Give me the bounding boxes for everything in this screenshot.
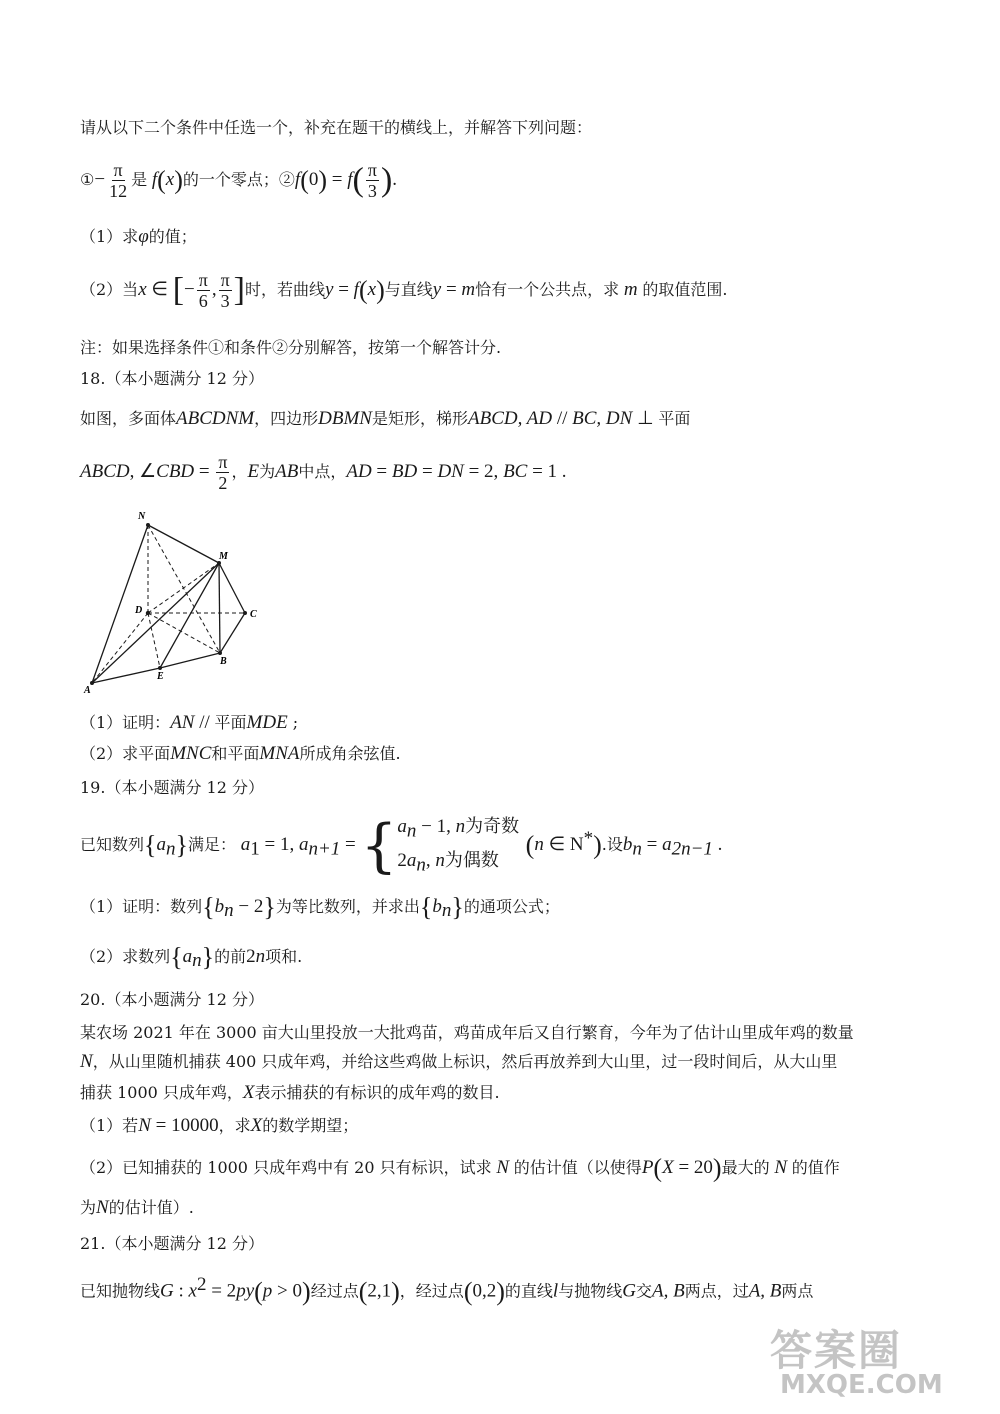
p17-intro: 请从以下二个条件中任选一个，补充在题干的横线上，并解答下列问题： <box>80 118 593 137</box>
p18-statement-line-1: 如图，多面体ABCDNM，四边形DBMN是矩形，梯形ABCD, AD // BC, DN ⊥ 平面 <box>80 408 691 429</box>
p18-statement-line-2: ABCD, ∠CBD = $\frac{\pi}{2}$ ，E为AB中点，AD = BD = DN = 2, BC = 1 . <box>80 452 567 493</box>
polyhedron-figure <box>80 505 270 700</box>
vertex-label-N: N <box>138 511 146 522</box>
vertex-label-B: B <box>220 656 227 667</box>
watermark-logo: 答案圈 <box>770 1326 903 1375</box>
p19-statement: 已知数列$\{a_n\}$满足： $a_1 = 1$, $a_{n+1}$ = { $a_n - 1$, n为奇数 $2a_n$, n为偶数 (n ∈ N*).设$b_n = a_{2n-1}$ . <box>80 811 723 880</box>
p17-question-1: （1）求φ的值； <box>80 226 197 247</box>
watermark-site: MXQE.COM <box>780 1370 943 1400</box>
edge-ME <box>160 563 219 668</box>
piecewise-cases: $a_n - 1$, n为奇数 $2a_n$, n为偶数 <box>397 816 520 876</box>
fraction: $\frac{\pi}{3}$ <box>367 160 377 201</box>
p20-line-3: 捕获 1000 只成年鸡，X表示捕获的有标识的成年鸡的数目. <box>80 1082 500 1103</box>
edge-BC <box>220 613 245 653</box>
edge-NA <box>92 525 148 683</box>
p18-question-2: （2）求平面MNC和平面MNA所成角余弦值. <box>80 743 401 764</box>
condition-1-marker: ① <box>80 170 95 189</box>
p20-question-2-cont: 为N的估计值）. <box>80 1197 194 1218</box>
edge-MC <box>219 563 245 613</box>
p18-question-1: （1）证明：AN // 平面MDE ; <box>80 712 299 733</box>
p17-conditions: ①− $\frac{\pi}{12}$ 是 f(x)的一个零点；②f(0) = f( $\frac{\pi}{3}$ ). <box>80 160 398 201</box>
p18-header: 18.（本小题满分 12 分） <box>80 369 264 388</box>
p20-question-2: （2）已知捕获的 1000 只成年鸡中有 20 只有标识，试求 N 的估计值（以使得P(X = 20)最大的 N 的值作 <box>80 1153 840 1183</box>
p20-header: 20.（本小题满分 12 分） <box>80 990 264 1009</box>
fraction: $\frac{\pi}{12}$ <box>109 160 128 201</box>
p19-question-1: （1）证明：数列$\{b_n - 2\}$为等比数列，并求出$\{b_n\}$的通项公式； <box>80 892 560 922</box>
edge-MB <box>219 563 220 653</box>
vertex-label-C: C <box>250 609 257 620</box>
p20-line-2: N，从山里随机捕获 400 只成年鸡，并给这些鸡做上标识，然后再放养到大山里，过一段时间后，从大山里 <box>80 1051 838 1072</box>
fraction: $\frac{\pi}{6}$ <box>198 270 208 311</box>
fraction: $\frac{\pi}{2}$ <box>218 452 228 493</box>
p19-header: 19.（本小题满分 12 分） <box>80 778 264 797</box>
p21-header: 21.（本小题满分 12 分） <box>80 1234 264 1253</box>
p17-note: 注：如果选择条件①和条件②分别解答，按第一个解答计分. <box>80 338 502 357</box>
edge-MA <box>92 563 219 683</box>
p19-question-2: （2）求数列$\{a_n\}$的前2n项和. <box>80 942 303 972</box>
edge-EB <box>160 653 220 668</box>
p17-question-2: （2）当x ∈ [− $\frac{\pi}{6}$ , $\frac{\pi}{3}$ ]时，若曲线y = f(x)与直线y = m恰有一个公共点，求 m 的取值范围. <box>80 270 728 311</box>
vertex-label-M: M <box>219 551 228 562</box>
vertex-label-D: D <box>135 605 143 616</box>
vertex-label-A: A <box>84 685 91 696</box>
p20-question-1: （1）若N = 10000，求X的数学期望； <box>80 1115 359 1136</box>
vertex-label-E: E <box>157 671 164 682</box>
fraction: $\frac{\pi}{3}$ <box>220 270 230 311</box>
p21-line-1: 已知抛物线G : $x^2 = 2py(p > 0)$经过点(2,1)，经过点(0,2)的直线l与抛物线G交A, B两点，过A, B两点 <box>80 1274 814 1306</box>
p20-line-1: 某农场 2021 年在 3000 亩大山里投放一大批鸡苗，鸡苗成年后又自行繁育，今年为了估计山里成年鸡的数量 <box>80 1023 854 1042</box>
